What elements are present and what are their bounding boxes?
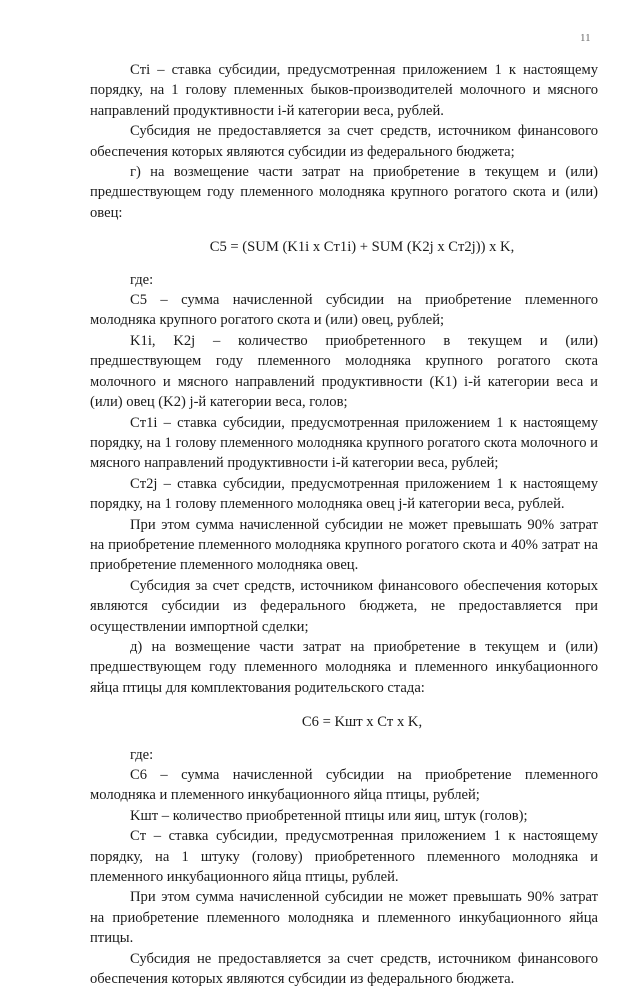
paragraph: д) на возмещение части затрат на приобретение в текущем и (или) предшествующем году племенного молодняка и племенного инкубационного яйца птицы для комплектования родительского стада: bbox=[90, 638, 598, 696]
paragraph: K1i, K2j – количество приобретенного в текущем и (или) предшествующем году племенного молодняка крупного рогатого скота молочного и мясного направлений продуктивности (K1) i-й категории веса и (или) овец (K2) j-й категории веса, голов; bbox=[90, 332, 598, 411]
page-number: 11 bbox=[580, 32, 591, 44]
paragraph: Cт1i – ставка субсидии, предусмотренная приложением 1 к настоящему порядку, на 1 голову племенного молодняка крупного рогатого скота молочного и мясного направлений продуктивности i-й категории веса, рублей; bbox=[90, 414, 598, 472]
paragraph: г) на возмещение части затрат на приобретение в текущем и (или) предшествующем году племенного молодняка крупного рогатого скота и (или) овец: bbox=[90, 164, 598, 221]
paragraph: C5 – сумма начисленной субсидии на приобретение племенного молодняка крупного рогатого скота и (или) овец, рублей; bbox=[90, 292, 598, 329]
paragraph: Cт2j – ставка субсидии, предусмотренная приложением 1 к настоящему порядку, на 1 голову племенного молодняка овец j-й категории веса, рублей. bbox=[90, 475, 598, 513]
formula-c5: C5 = (SUM (K1i x Cт1i) + SUM (K2j x Cт2j)) x K, bbox=[209, 239, 515, 256]
paragraph: При этом сумма начисленной субсидии не может превышать 90% затрат на приобретение племенного молодняка крупного рогатого скота и 40% затрат на приобретение племенного молодняка овец. bbox=[90, 516, 598, 574]
paragraph: Субсидия за счет средств, источником финансового обеспечения которых являются субсидии из федерального бюджета, не предоставляется при осуществлении импортной сделки; bbox=[90, 577, 598, 635]
paragraph: Kшт – количество приобретенной птицы или яиц, штук (голов); bbox=[130, 807, 528, 824]
where-label: где: bbox=[130, 746, 154, 763]
paragraph: Субсидия не предоставляется за счет средств, источником финансового обеспечения которых являются субсидии из федерального бюджета. bbox=[90, 950, 598, 988]
paragraph: Субсидия не предоставляется за счет средств, источником финансового обеспечения которых являются субсидии из федерального бюджета; bbox=[90, 123, 598, 160]
paragraph: C6 – сумма начисленной субсидии на приобретение племенного молодняка и племенного инкубационного яйца птицы, рублей; bbox=[90, 767, 598, 804]
document-body bbox=[90, 60, 598, 989]
where-label: где: bbox=[130, 271, 154, 288]
paragraph: Cт – ставка субсидии, предусмотренная приложением 1 к настоящему порядку, на 1 штуку (голову) приобретенного племенного молодняка и племенного инкубационного яйца птицы, рублей. bbox=[90, 828, 598, 886]
paragraph: При этом сумма начисленной субсидии не может превышать 90% затрат на приобретение племенного молодняка и племенного инкубационного яйца птицы. bbox=[90, 889, 598, 947]
formula-c6: C6 = Kшт x Cт x K, bbox=[301, 714, 423, 731]
paragraph: Cтi – ставка субсидии, предусмотренная приложением 1 к настоящему порядку, на 1 голову племенных быков-производителей молочного и мясного направлений продуктивности i-й категории веса, рублей. bbox=[90, 62, 598, 119]
